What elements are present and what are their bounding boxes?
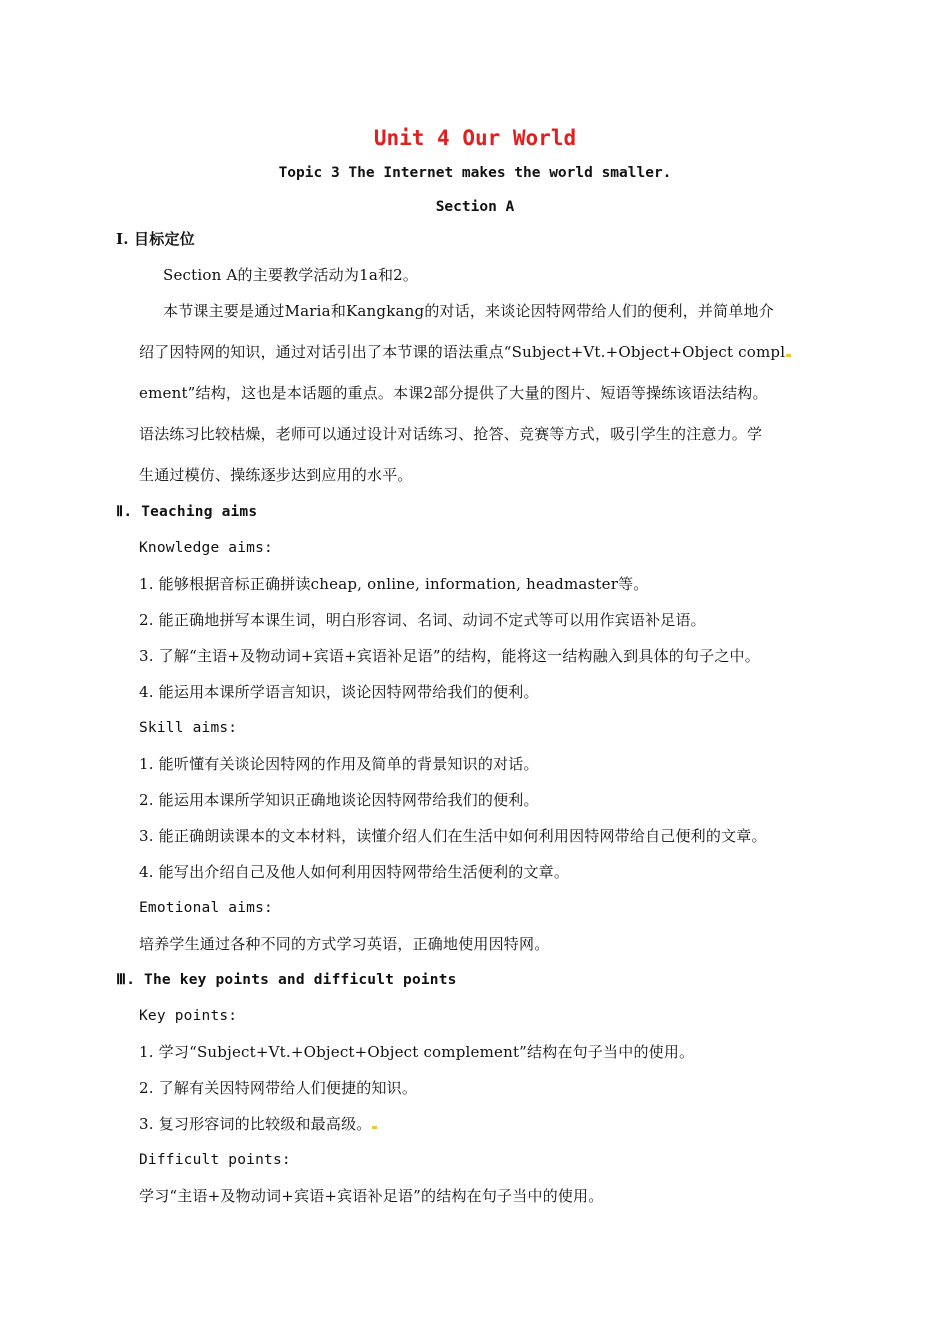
marker-dot bbox=[372, 1126, 377, 1129]
topic-title: Topic 3 The Internet makes the world smaller. bbox=[278, 165, 672, 181]
skill-aim-item: 4. 能写出介绍自己及他人如何利用因特网带给生活便利的文章。 bbox=[139, 863, 570, 881]
objectives-paragraph-2-line-2: 绍了因特网的知识，通过对话引出了本节课的语法重点“Subject+Vt.+Object+Object compl bbox=[139, 342, 791, 362]
key-point-item: 2. 了解有关因特网带给人们便捷的知识。 bbox=[139, 1079, 418, 1097]
skill-aim-item: 1. 能听懂有关谈论因特网的作用及简单的背景知识的对话。 bbox=[139, 755, 539, 773]
knowledge-aim-item: 1. 能够根据音标正确拼读cheap, online, information, headmaster等。 bbox=[139, 575, 649, 593]
heading-objectives: Ⅰ. 目标定位 bbox=[116, 230, 195, 248]
objectives-paragraph-2-line-5: 生通过模仿、操练逐步达到应用的水平。 bbox=[139, 466, 413, 484]
difficult-points-label: Difficult points: bbox=[139, 1152, 291, 1168]
skill-aim-item: 2. 能运用本课所学知识正确地谈论因特网带给我们的便利。 bbox=[139, 791, 539, 809]
emotional-aims-label: Emotional aims: bbox=[139, 900, 273, 916]
objectives-paragraph-1: Section A的主要教学活动为1a和2。 bbox=[163, 266, 419, 284]
knowledge-aim-item: 2. 能正确地拼写本课生词，明白形容词、名词、动词不定式等可以用作宾语补足语。 bbox=[139, 611, 706, 629]
section-title: Section A bbox=[435, 199, 515, 215]
skill-aims-label: Skill aims: bbox=[139, 720, 238, 736]
key-point-item: 3. 复习形容词的比较级和最高级。 bbox=[139, 1114, 377, 1134]
knowledge-aim-item: 3. 了解“主语+及物动词+宾语+宾语补足语”的结构，能将这一结构融入到具体的句子之中。 bbox=[139, 647, 760, 665]
heading-teaching-aims: Ⅱ. Teaching aims bbox=[116, 504, 258, 520]
unit-title: Unit 4 Our World bbox=[373, 126, 577, 150]
objectives-paragraph-2-line-1: 本节课主要是通过Maria和Kangkang的对话，来谈论因特网带给人们的便利，并简单地介 bbox=[163, 302, 774, 320]
emotional-aim-item: 培养学生通过各种不同的方式学习英语，正确地使用因特网。 bbox=[139, 935, 550, 953]
key-points-label: Key points: bbox=[139, 1008, 238, 1024]
difficult-point-item: 学习“主语+及物动词+宾语+宾语补足语”的结构在句子当中的使用。 bbox=[139, 1187, 604, 1205]
knowledge-aims-label: Knowledge aims: bbox=[139, 540, 273, 556]
key-point-item: 1. 学习“Subject+Vt.+Object+Object complement”结构在句子当中的使用。 bbox=[139, 1043, 695, 1061]
objectives-paragraph-2-line-3: ement”结构，这也是本话题的重点。本课2部分提供了大量的图片、短语等操练该语法结构。 bbox=[139, 384, 768, 402]
objectives-paragraph-2-line-4: 语法练习比较枯燥，老师可以通过设计对话练习、抢答、竞赛等方式，吸引学生的注意力。学 bbox=[139, 425, 763, 443]
knowledge-aim-item: 4. 能运用本课所学语言知识，谈论因特网带给我们的便利。 bbox=[139, 683, 539, 701]
heading-key-points: Ⅲ. The key points and difficult points bbox=[116, 972, 457, 988]
skill-aim-item: 3. 能正确朗读课本的文本材料，读懂介绍人们在生活中如何利用因特网带给自己便利的文章。 bbox=[139, 827, 767, 845]
marker-dot bbox=[786, 354, 791, 357]
